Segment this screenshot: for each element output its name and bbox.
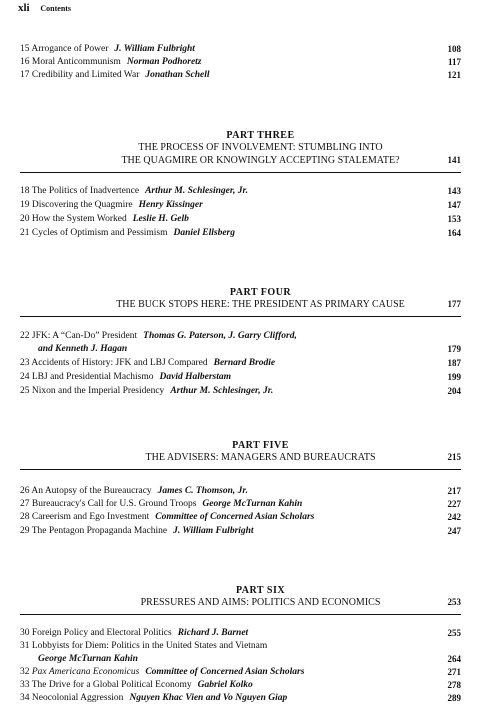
toc-entry-16: 16 Moral Anticommunism Norman Podhoretz 117 xyxy=(20,57,461,67)
page-number: xli xyxy=(18,2,30,14)
toc-entry-30: 30 Foreign Policy and Electoral Politics Richard J. Barnet 255 xyxy=(20,628,461,638)
toc-entry-27: 27 Bureaucracy's Call for U.S. Ground Troops George McTurnan Kahin 227 xyxy=(20,499,461,509)
toc-entry-20: 20 How the System Worked Leslie H. Gelb 153 xyxy=(20,214,461,224)
part-title-line1: THE PROCESS OF INVOLVEMENT: STUMBLING INTO xyxy=(138,142,383,153)
toc-entry-31: 31 Lobbyists for Diem: Politics in the United States and Vietnam xyxy=(20,641,268,651)
part-six-heading xyxy=(60,585,461,609)
part-label: PART FIVE xyxy=(232,440,289,451)
divider xyxy=(20,614,461,615)
divider xyxy=(20,469,461,470)
divider xyxy=(20,172,461,173)
toc-entry-32: 32 Pax Americana Economicus Committee of Concerned Asian Scholars 271 xyxy=(20,667,461,677)
toc-entry-33: 33 The Drive for a Global Political Economy Gabriel Kolko 278 xyxy=(20,680,461,690)
part-title-line1: PRESSURES AND AIMS: POLITICS AND ECONOMICS xyxy=(140,597,381,608)
toc-entry-31-cont: George McTurnan Kahin 264 xyxy=(38,654,461,664)
part-four-heading xyxy=(60,287,461,311)
divider xyxy=(20,316,461,317)
part-title-line1: THE ADVISERS: MANAGERS AND BUREAUCRATS xyxy=(145,452,376,463)
part-page: 215 xyxy=(447,452,461,462)
toc-entry-18: 18 The Politics of Inadvertence Arthur M. Schlesinger, Jr. 143 xyxy=(20,186,461,196)
part-title-line1: THE BUCK STOPS HERE: THE PRESIDENT AS PRIMARY CAUSE xyxy=(116,299,405,310)
toc-entry-24: 24 LBJ and Presidential Machismo David Halberstam 199 xyxy=(20,372,461,382)
part-label: PART FOUR xyxy=(229,287,292,298)
toc-entry-17: 17 Credibility and Limited War Jonathan Schell 121 xyxy=(20,70,461,80)
part-title-line2: THE QUAGMIRE OR KNOWINGLY ACCEPTING STALEMATE? xyxy=(121,155,400,166)
toc-entry-22-cont: and Kenneth J. Hagan 179 xyxy=(38,344,461,354)
part-three-heading xyxy=(60,130,461,167)
toc-entry-28: 28 Careerism and Ego Investment Committee of Concerned Asian Scholars 242 xyxy=(20,512,461,522)
toc-entry-25: 25 Nixon and the Imperial Presidency Arthur M. Schlesinger, Jr. 204 xyxy=(20,386,461,396)
toc-entry-34: 34 Neocolonial Aggression Nguyen Khac Vien and Vo Nguyen Giap 289 xyxy=(20,693,461,703)
part-five-heading xyxy=(60,440,461,464)
toc-entry-29: 29 The Pentagon Propaganda Machine J. William Fulbright 247 xyxy=(20,526,461,536)
toc-entry-21: 21 Cycles of Optimism and Pessimism Daniel Ellsberg 164 xyxy=(20,228,461,238)
toc-entry-19: 19 Discovering the Quagmire Henry Kissinger 147 xyxy=(20,200,461,210)
page-header xyxy=(18,2,71,14)
toc-entry-23: 23 Accidents of History: JFK and LBJ Compared Bernard Brodie 187 xyxy=(20,358,461,368)
part-page: 253 xyxy=(447,597,461,607)
toc-entry-15: 15 Arrogance of Power J. William Fulbright 108 xyxy=(20,44,461,54)
part-label: PART THREE xyxy=(226,130,295,141)
toc-entry-26: 26 An Autopsy of the Bureaucracy James C. Thomson, Jr. 217 xyxy=(20,486,461,496)
part-page: 141 xyxy=(447,155,461,165)
part-page: 177 xyxy=(447,299,461,309)
part-label: PART SIX xyxy=(235,585,286,596)
running-title: Contents xyxy=(40,4,72,13)
toc-entry-22: 22 JFK: A “Can-Do” President Thomas G. Paterson, J. Garry Clifford, xyxy=(20,331,297,341)
